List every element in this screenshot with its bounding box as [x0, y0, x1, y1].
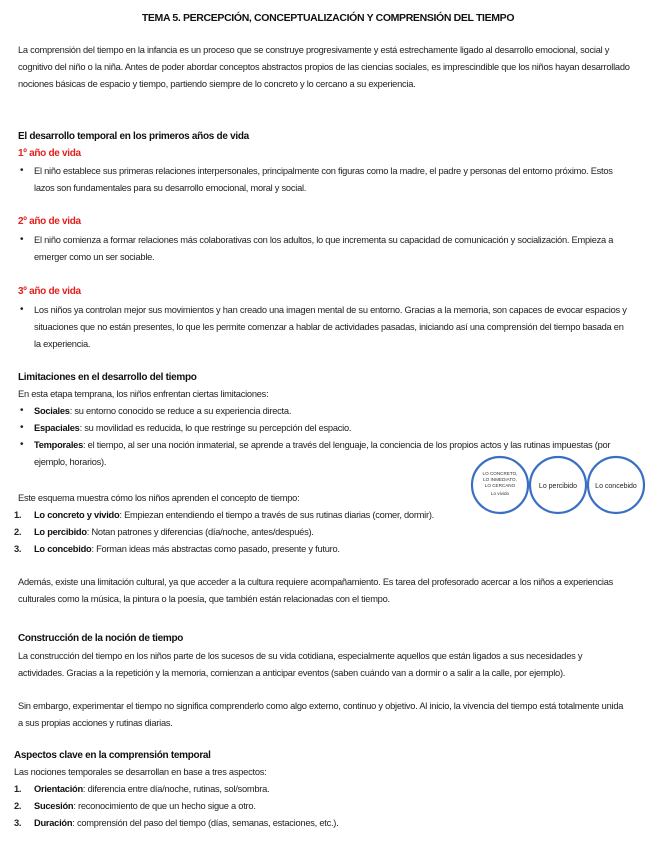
intro-paragraph: La comprensión del tiempo en la infancia es un proceso que se construye progresivamente y está estrechamente ligado al desarrollo emocional, social y cognitivo del niño o la niña. Antes de poder abordar conceptos abstractos propios de las ciencias sociales, es imprescindible que los niños hayan desarrollado nociones básicas de espacio y tiempo, partiendo siempre de lo concreto y lo cercano a su experiencia.: [18, 45, 630, 89]
limitacion-temporales: • Temporales: el tiempo, al ser una noción inmaterial, se aprende a través del lenguaje, la conciencia de los propios actos y las rutinas impuestas (por ejemplo, horarios).: [18, 437, 630, 471]
year-3-bullet: • Los niños ya controlan mejor sus movimientos y han creado una imagen mental de su entorno. Gracias a la memoria, son capaces de evocar espacios y situaciones que no están presentes, lo que les permite comenzar a hablar de actividades pasadas, iniciando así una comprensión del tiempo basada en la experiencia.: [18, 302, 630, 352]
aspectos-intro: Las nociones temporales se desarrollan en base a tres aspectos:: [14, 767, 267, 777]
year-2-heading: 2º año de vida: [18, 216, 81, 227]
esquema-intro: Este esquema muestra cómo los niños aprenden el concepto de tiempo:: [18, 493, 300, 503]
esquema-item-2: 2. Lo percibido: Notan patrones y diferencias (día/noche, antes/después).: [14, 527, 314, 537]
year-2-bullet: • El niño comienza a formar relaciones más colaborativas con los adultos, lo que incrementa su capacidad de comunicación y socialización. Empieza a emerger como un ser sociable.: [18, 232, 630, 266]
section-heading-limitaciones: Limitaciones en el desarrollo del tiempo: [18, 372, 197, 383]
year-1-bullet: • El niño establece sus primeras relaciones interpersonales, principalmente con figuras como la madre, el padre y personas del entorno próximo. Estos lazos son fundamentales para su desarrollo emocional, moral y social.: [18, 163, 630, 197]
esquema-item-3: 3. Lo concebido: Forman ideas más abstractas como pasado, presente y futuro.: [14, 544, 340, 554]
concreto-line-3: LO CERCANO: [484, 483, 516, 488]
concreto-line-2: LO INMEDIATO,: [483, 477, 517, 482]
construccion-paragraph-1: La construcción del tiempo en los niños parte de los sucesos de su vida cotidiana, especialmente aquellos que están ligados a sus necesidades y actividades. Gracias a la repetición y la memoria, comienzan a anticipar eventos (saben cuándo van a dormir o a salir a la calle, por ejemplo).: [18, 651, 583, 678]
section-heading-desarrollo: El desarrollo temporal en los primeros años de vida: [18, 131, 249, 142]
limitaciones-intro: En esta etapa temprana, los niños enfrentan ciertas limitaciones:: [18, 389, 269, 399]
aspecto-item-3: 3. Duración: comprensión del paso del tiempo (días, semanas, estaciones, etc.).: [14, 818, 339, 828]
construccion-paragraph-2: Sin embargo, experimentar el tiempo no significa comprenderlo como algo externo, continuo y objetivo. Al inicio, la vivencia del tiempo está totalmente unida a sus propias acciones y rutinas diarias.: [18, 701, 624, 728]
limitacion-espaciales: • Espaciales: su movilidad es reducida, lo que restringe su percepción del espacio.: [18, 420, 630, 437]
year-1-heading: 1º año de vida: [18, 148, 81, 159]
year-3-heading: 3º año de vida: [18, 286, 81, 297]
limitacion-sociales: • Sociales: su entorno conocido se reduce a su experiencia directa.: [18, 403, 630, 420]
concreto-line-1: LO CONCRETO,: [482, 471, 518, 476]
section-heading-construccion: Construcción de la noción de tiempo: [18, 633, 184, 644]
time-concept-diagram: [470, 455, 646, 517]
document-title: TEMA 5. PERCEPCIÓN, CONCEPTUALIZACIÓN Y COMPRENSIÓN DEL TIEMPO: [141, 12, 515, 24]
concreto-line-4: Lo vivido: [490, 491, 510, 496]
concebido-label: Lo concebido: [595, 483, 637, 490]
section-heading-aspectos: Aspectos clave en la comprensión temporal: [14, 750, 211, 761]
aspecto-item-1: 1. Orientación: diferencia entre día/noche, rutinas, sol/sombra.: [14, 784, 270, 794]
aspecto-item-2: 2. Sucesión: reconocimiento de que un hecho sigue a otro.: [14, 801, 256, 811]
percibido-label: Lo percibido: [538, 483, 578, 490]
esquema-item-1: 1. Lo concreto y vivido: Empiezan entendiendo el tiempo a través de sus rutinas diarias (comer, dormir).: [14, 510, 435, 520]
cultural-paragraph: Además, existe una limitación cultural, ya que acceder a la cultura requiere acompañamiento. Es tarea del profesorado acercar a los niños a experiencias culturales como la música, la pintura o la poesía, que también están relacionadas con el tiempo.: [18, 577, 614, 604]
